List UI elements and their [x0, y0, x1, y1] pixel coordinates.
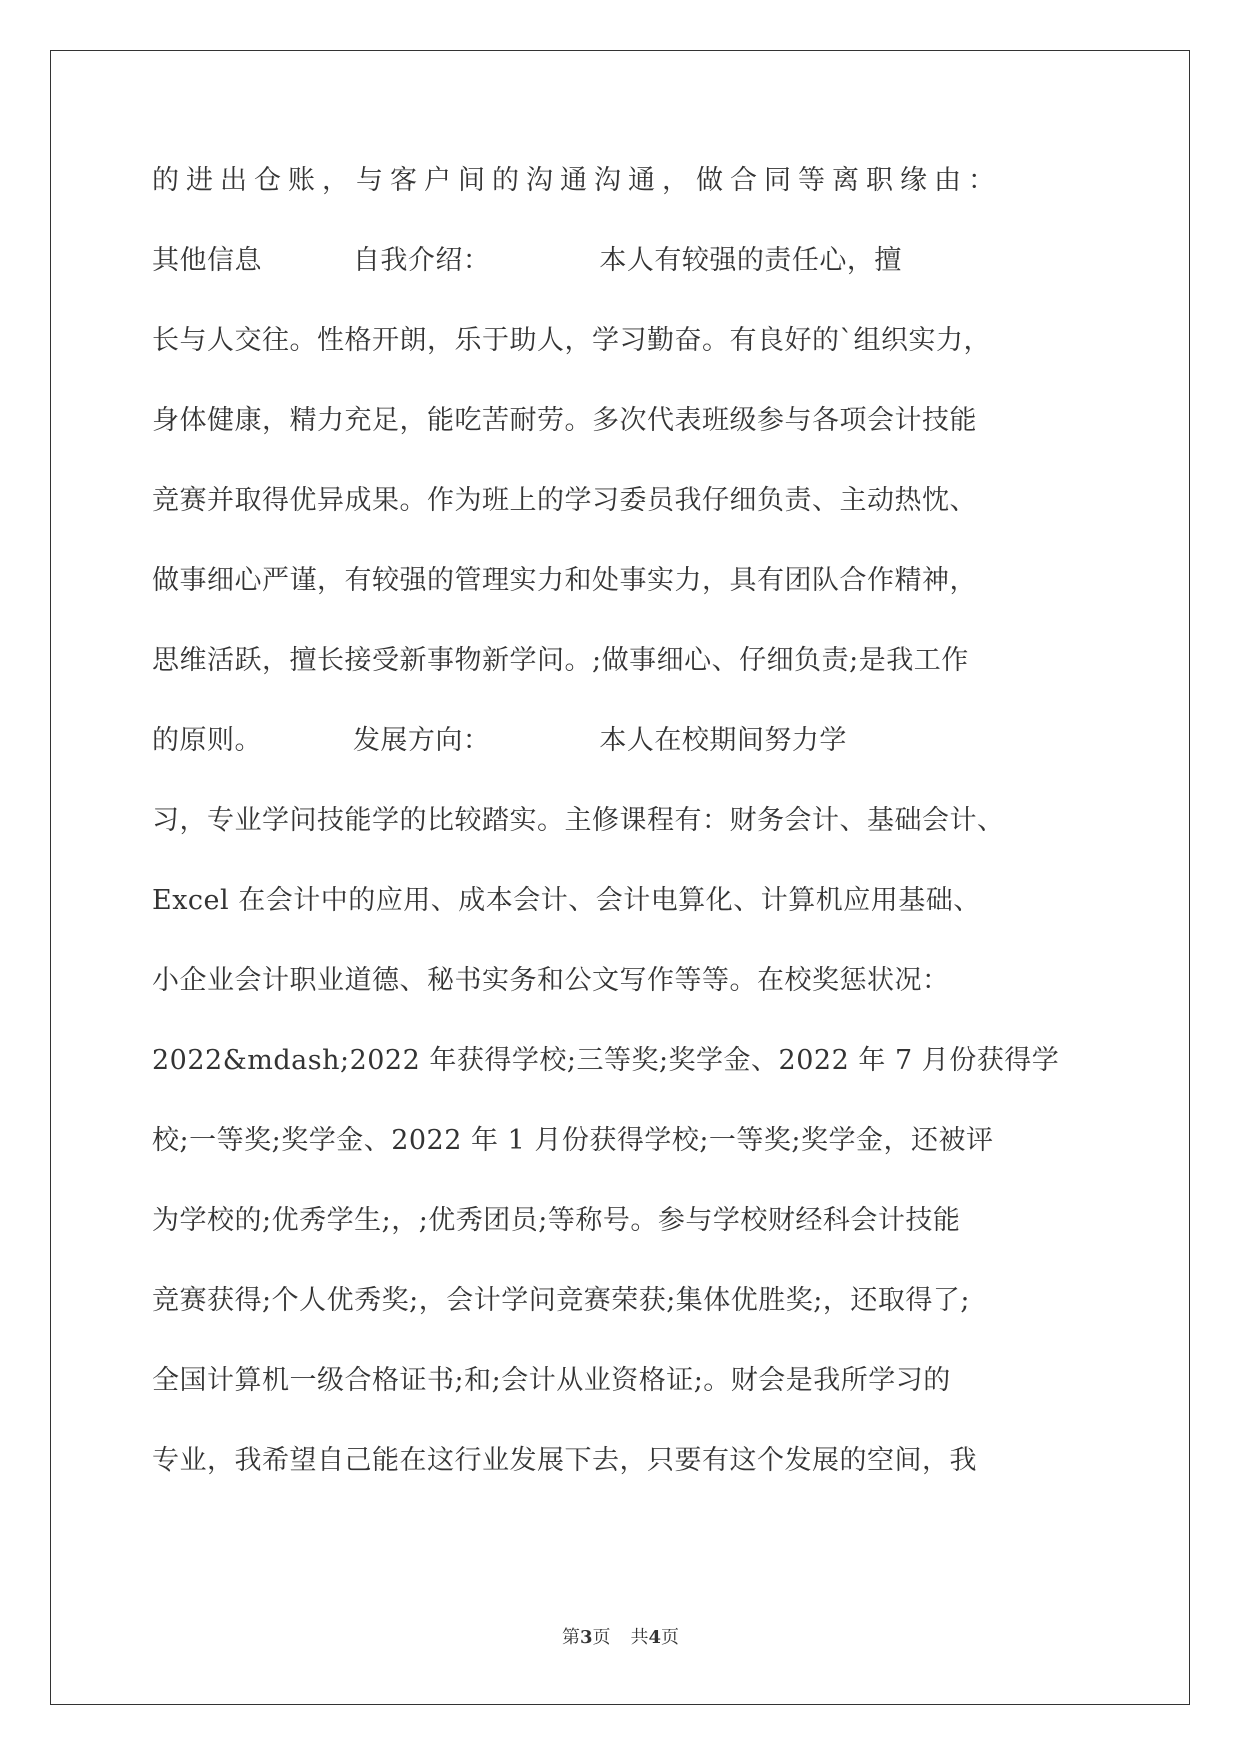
text-line: 思维活跃，擅长接受新事物新学问。;做事细心、仔细负责;是我工作	[152, 645, 969, 676]
total-pages: 4	[648, 1627, 662, 1648]
text-line: 2022&mdash;2022 年获得学校;三等奖;奖学金、2022 年 7 月份获得学	[152, 1045, 1060, 1076]
text-line: 的进出仓账，与客户间的沟通沟通，做合同等离职缘由：	[152, 165, 1002, 196]
text-line: 小企业会计职业道德、秘书实务和公文写作等等。在校奖惩状况：	[152, 965, 950, 996]
footer-prefix: 第	[561, 1627, 580, 1648]
footer-page-suffix: 页	[592, 1627, 611, 1648]
text-line: 为学校的;优秀学生;，;优秀团员;等称号。参与学校财经科会计技能	[152, 1205, 961, 1236]
text-line: 长与人交往。性格开朗，乐于助人，学习勤奋。有良好的`组织实力，	[152, 325, 991, 356]
text-line: 身体健康，精力充足，能吃苦耐劳。多次代表班级参与各项会计技能	[152, 405, 977, 436]
document-body	[152, 164, 1112, 1524]
text-line: 做事细心严谨，有较强的管理实力和处事实力，具有团队合作精神，	[152, 565, 977, 596]
footer-total-prefix: 共	[630, 1627, 649, 1648]
text-line: 校;一等奖;奖学金、2022 年 1 月份获得学校;一等奖;奖学金，还被评	[152, 1125, 994, 1156]
page-footer	[0, 1623, 1241, 1649]
text-line: 竞赛并取得优异成果。作为班上的学习委员我仔细负责、主动热忱、	[152, 485, 977, 516]
text-line: 全国计算机一级合格证书;和;会计从业资格证;。财会是我所学习的	[152, 1365, 951, 1396]
text-line: Excel 在会计中的应用、成本会计、会计电算化、计算机应用基础、	[152, 885, 981, 916]
text-line: 专业，我希望自己能在这行业发展下去，只要有这个发展的空间，我	[152, 1445, 977, 1476]
text-line: 竞赛获得;个人优秀奖;，会计学问竞赛荣获;集体优胜奖;，还取得了;	[152, 1285, 970, 1316]
text-line: 的原则。 发展方向： 本人在校期间努力学	[152, 725, 847, 756]
footer-total-suffix: 页	[661, 1627, 680, 1648]
page-number: 3	[579, 1627, 593, 1648]
text-line: 习，专业学问技能学的比较踏实。主修课程有：财务会计、基础会计、	[152, 805, 1005, 836]
text-line: 其他信息 自我介绍： 本人有较强的责任心，擅	[152, 245, 902, 276]
